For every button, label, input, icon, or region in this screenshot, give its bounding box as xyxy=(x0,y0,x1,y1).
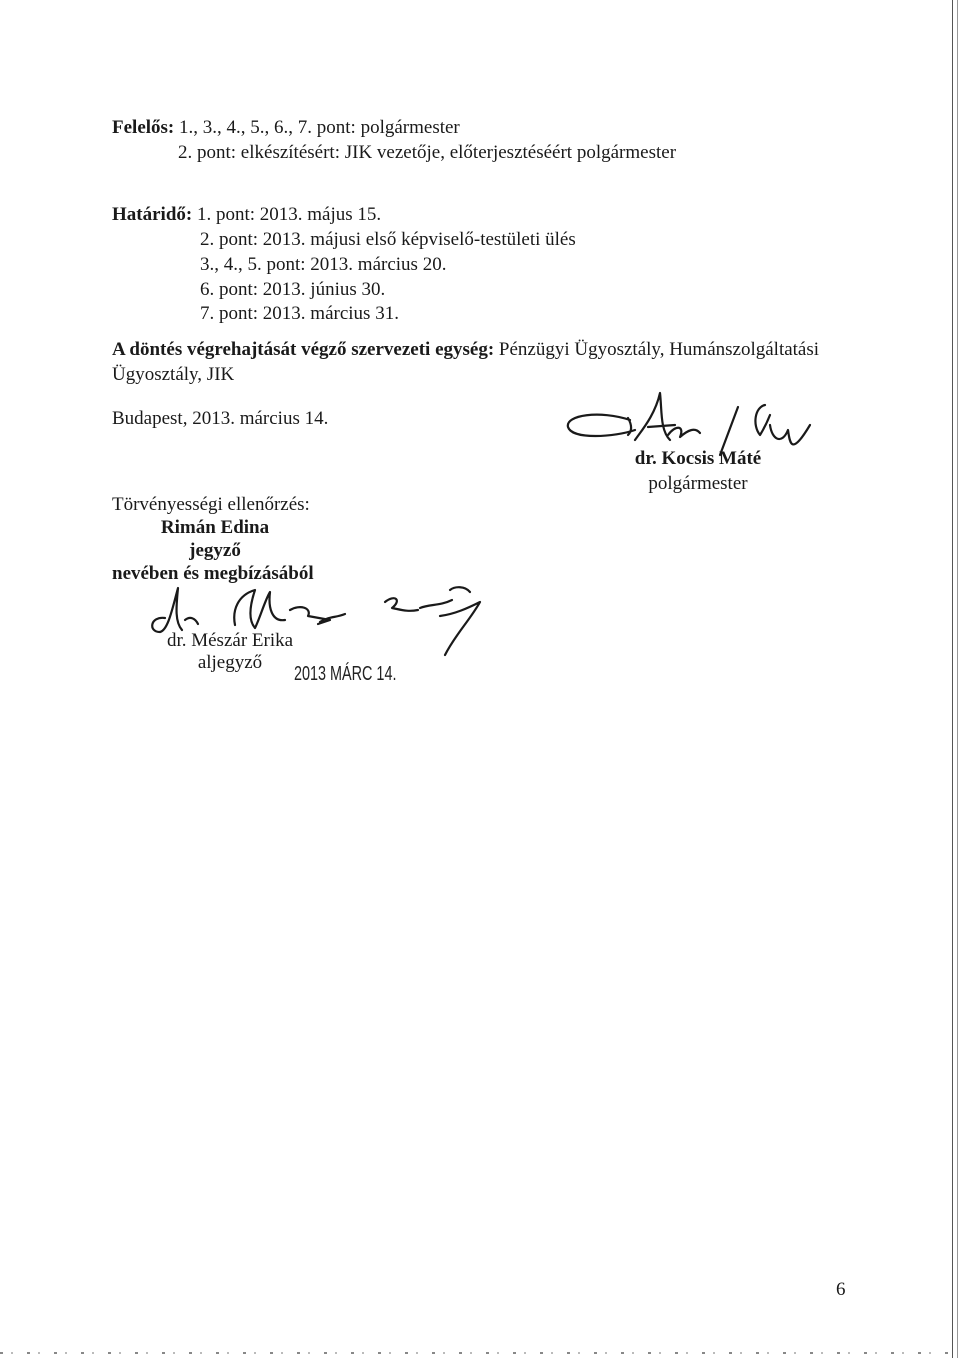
responsible-text-2: 2. pont: elkészítésért: JIK vezetője, előterjesztéséért polgármester xyxy=(178,142,677,163)
scan-edge-outer xyxy=(957,0,958,1358)
deadline-text-4: 6. pont: 2013. június 30. xyxy=(200,279,386,300)
deadline-text-2: 2. pont: 2013. májusi első képviselő-testületi ülés xyxy=(200,229,576,250)
deadline-text-1: 1. pont: 2013. május 15. xyxy=(196,204,382,225)
responsible-line-1 xyxy=(112,117,460,140)
page-number: 6 xyxy=(836,1279,846,1300)
deadline-text-5: 7. pont: 2013. március 31. xyxy=(200,303,399,324)
deadline-line-1 xyxy=(112,204,381,227)
mayor-title: polgármester xyxy=(648,473,748,494)
mayor-signature xyxy=(560,385,830,495)
deputy-name: dr. Mészár Erika xyxy=(166,630,294,651)
legal-check-label: Törvényességi ellenőrzés: xyxy=(112,494,310,515)
executing-unit-line-1 xyxy=(112,339,819,362)
deputy-role: aljegyző xyxy=(197,652,263,673)
on-behalf: nevében és megbízásából xyxy=(112,563,314,584)
executing-unit-text-2: Ügyosztály, JIK xyxy=(112,364,235,385)
executing-unit-label: A döntés végrehajtását végző szervezeti egység: xyxy=(112,339,495,360)
mayor-name: dr. Kocsis Máté xyxy=(634,448,762,469)
date-stamp: 2013 MÁRC 14. xyxy=(294,663,397,685)
executing-unit-text-1: Pénzügyi Ügyosztály, Humánszolgáltatási xyxy=(498,339,820,360)
deadline-label: Határidő: xyxy=(112,204,193,225)
scan-noise xyxy=(0,1352,948,1354)
deadline-text-3: 3., 4., 5. pont: 2013. március 20. xyxy=(200,254,447,275)
responsible-text-1: 1., 3., 4., 5., 6., 7. pont: polgármester xyxy=(179,117,460,138)
responsible-label: Felelős: xyxy=(112,117,175,138)
scan-edge xyxy=(952,0,953,1358)
notary-role: jegyző xyxy=(189,540,241,561)
place-date: Budapest, 2013. március 14. xyxy=(112,408,329,429)
notary-name: Rimán Edina xyxy=(160,517,270,538)
